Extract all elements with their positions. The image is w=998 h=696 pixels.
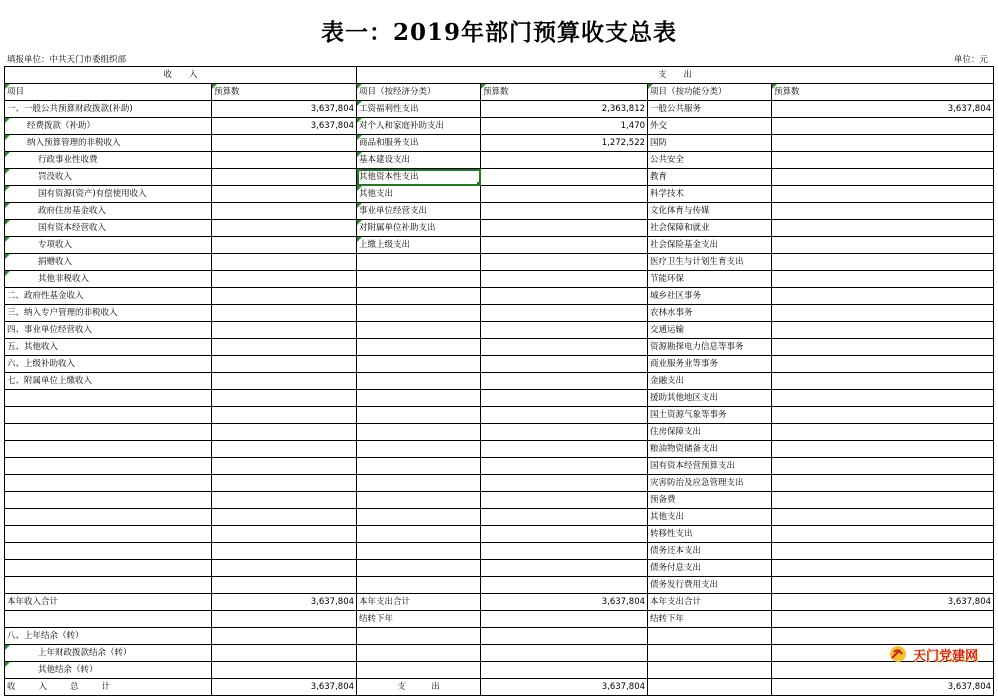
econ-item-cell[interactable] — [357, 373, 481, 390]
income-budget-cell[interactable] — [212, 203, 357, 220]
econ-budget-cell[interactable] — [481, 356, 648, 373]
income-budget-cell[interactable] — [212, 424, 357, 441]
table-row — [5, 169, 994, 186]
econ-item-cell[interactable] — [357, 271, 481, 288]
func-budget-cell[interactable] — [772, 288, 994, 305]
income-budget-cell[interactable] — [212, 441, 357, 458]
econ-item-cell[interactable] — [357, 509, 481, 526]
expense-header: 支 出 — [357, 67, 994, 84]
econ-budget-cell[interactable]: 3,637,804 — [481, 679, 648, 696]
func-budget-cell[interactable] — [772, 135, 994, 152]
econ-budget-cell[interactable] — [481, 322, 648, 339]
income-budget-cell[interactable] — [212, 220, 357, 237]
income-item-cell[interactable] — [5, 526, 212, 543]
econ-item-cell[interactable] — [357, 305, 481, 322]
income-budget-cell[interactable] — [212, 254, 357, 271]
func-item-cell[interactable]: 债务付息支出 — [648, 560, 772, 577]
func-budget-cell[interactable] — [772, 186, 994, 203]
table-row — [5, 679, 994, 696]
func-item-cell[interactable]: 国土资源气象等事务 — [648, 407, 772, 424]
income-budget-cell[interactable] — [212, 169, 357, 186]
econ-budget-cell[interactable] — [481, 577, 648, 594]
func-budget-cell[interactable] — [772, 169, 994, 186]
income-budget-cell[interactable]: 3,637,804 — [212, 118, 357, 135]
econ-budget-cell[interactable]: 1,272,522 — [481, 135, 648, 152]
econ-item-cell[interactable]: 基本建设支出 — [357, 152, 481, 169]
page-title: 表一：2019年部门预算收支总表 — [320, 19, 677, 46]
econ-item-cell[interactable] — [357, 543, 481, 560]
func-item-cell[interactable] — [648, 679, 772, 696]
income-item-cell[interactable]: 一、一般公共预算财政拨款(补助) — [5, 101, 212, 118]
income-budget-cell[interactable] — [212, 458, 357, 475]
econ-item-cell[interactable] — [357, 407, 481, 424]
income-item-cell[interactable]: 国有资本经营收入 — [5, 220, 212, 237]
table-row — [5, 509, 994, 526]
func-budget-cell[interactable] — [772, 356, 994, 373]
income-item-cell[interactable] — [5, 560, 212, 577]
econ-budget-cell[interactable] — [481, 169, 648, 186]
func-budget-cell[interactable] — [772, 237, 994, 254]
econ-budget-cell[interactable]: 3,637,804 — [481, 594, 648, 611]
func-budget-cell[interactable] — [772, 662, 994, 679]
income-budget-cell[interactable]: 3,637,804 — [212, 594, 357, 611]
econ-item-cell[interactable] — [357, 560, 481, 577]
econ-item-cell[interactable] — [357, 424, 481, 441]
income-budget-cell[interactable] — [212, 509, 357, 526]
func-item-cell[interactable]: 住房保障支出 — [648, 424, 772, 441]
income-budget-cell[interactable] — [212, 288, 357, 305]
table-row — [5, 560, 994, 577]
econ-item-cell[interactable]: 对附属单位补助支出 — [357, 220, 481, 237]
func-item-cell[interactable]: 外交 — [648, 118, 772, 135]
func-budget-cell[interactable] — [772, 220, 994, 237]
income-budget-cell[interactable] — [212, 322, 357, 339]
econ-item-cell[interactable] — [357, 475, 481, 492]
func-item-cell[interactable]: 金融支出 — [648, 373, 772, 390]
econ-item-cell[interactable] — [357, 288, 481, 305]
table-row — [5, 254, 994, 271]
func-item-cell[interactable]: 社会保障和就业 — [648, 220, 772, 237]
income-item-cell[interactable] — [5, 543, 212, 560]
econ-budget-cell[interactable] — [481, 339, 648, 356]
income-item-cell[interactable]: 收 入 总 计 — [5, 679, 212, 696]
income-item-cell[interactable]: 捐赠收入 — [5, 254, 212, 271]
income-budget-cell[interactable] — [212, 407, 357, 424]
func-budget-cell[interactable] — [772, 543, 994, 560]
table-row — [5, 237, 994, 254]
table-row — [5, 135, 994, 152]
func-item-cell[interactable]: 交通运输 — [648, 322, 772, 339]
func-budget-cell[interactable]: 3,637,804 — [772, 101, 994, 118]
econ-budget-cell[interactable] — [481, 475, 648, 492]
func-item-cell[interactable]: 国防 — [648, 135, 772, 152]
col-header-item[interactable]: 项目 — [5, 84, 212, 101]
income-budget-cell[interactable]: 3,637,804 — [212, 101, 357, 118]
income-item-cell[interactable]: 三、纳入专户管理的非税收入 — [5, 305, 212, 322]
income-budget-cell[interactable]: 3,637,804 — [212, 679, 357, 696]
income-item-cell[interactable] — [5, 509, 212, 526]
table-row — [5, 662, 994, 679]
func-budget-cell[interactable] — [772, 118, 994, 135]
table-row — [5, 611, 994, 628]
col-header-item-func[interactable]: 项目（按功能分类） — [648, 84, 772, 101]
party-emblem-icon — [886, 644, 910, 664]
income-item-cell[interactable]: 本年收入合计 — [5, 594, 212, 611]
watermark-text: 天门党建网 — [912, 648, 978, 664]
func-item-cell[interactable]: 资源勘探电力信息等事务 — [648, 339, 772, 356]
econ-item-cell[interactable] — [357, 645, 481, 662]
income-item-cell[interactable]: 八、上年结余（转） — [5, 628, 212, 645]
func-budget-cell[interactable]: 3,637,804 — [772, 679, 994, 696]
func-budget-cell[interactable]: 3,637,804 — [772, 594, 994, 611]
econ-budget-cell[interactable] — [481, 492, 648, 509]
table-row — [5, 373, 994, 390]
func-item-cell[interactable]: 转移性支出 — [648, 526, 772, 543]
func-budget-cell[interactable] — [772, 339, 994, 356]
income-budget-cell[interactable] — [212, 152, 357, 169]
income-item-cell[interactable]: 罚没收入 — [5, 169, 212, 186]
unit-label: 单位：元 — [953, 55, 988, 65]
income-budget-cell[interactable] — [212, 339, 357, 356]
filler-unit-label: 填报单位：中共天门市委组织部 — [7, 55, 127, 65]
income-item-cell[interactable]: 其他非税收入 — [5, 271, 212, 288]
table-row — [5, 118, 994, 135]
income-item-cell[interactable] — [5, 424, 212, 441]
table-row — [5, 322, 994, 339]
income-budget-cell[interactable] — [212, 543, 357, 560]
econ-item-cell[interactable] — [357, 458, 481, 475]
income-item-cell[interactable] — [5, 475, 212, 492]
func-item-cell[interactable]: 结转下年 — [648, 611, 772, 628]
income-item-cell[interactable] — [5, 577, 212, 594]
func-item-cell[interactable] — [648, 645, 772, 662]
func-item-cell[interactable]: 社会保险基金支出 — [648, 237, 772, 254]
income-item-cell[interactable]: 其他结余（转） — [5, 662, 212, 679]
econ-budget-cell[interactable] — [481, 560, 648, 577]
table-row — [5, 526, 994, 543]
econ-item-cell[interactable]: 支 出 — [357, 679, 481, 696]
func-item-cell[interactable]: 科学技术 — [648, 186, 772, 203]
func-budget-cell[interactable] — [772, 526, 994, 543]
col-header-budget-func[interactable]: 预算数 — [772, 84, 994, 101]
table-row — [5, 220, 994, 237]
func-budget-cell[interactable] — [772, 305, 994, 322]
func-item-cell[interactable]: 粮油物资储备支出 — [648, 441, 772, 458]
econ-item-cell[interactable]: 上缴上级支出 — [357, 237, 481, 254]
income-budget-cell[interactable] — [212, 645, 357, 662]
income-budget-cell[interactable] — [212, 237, 357, 254]
econ-budget-cell[interactable] — [481, 152, 648, 169]
income-item-cell[interactable] — [5, 407, 212, 424]
income-budget-cell[interactable] — [212, 186, 357, 203]
func-item-cell[interactable]: 预备费 — [648, 492, 772, 509]
econ-budget-cell[interactable] — [481, 373, 648, 390]
econ-budget-cell[interactable] — [481, 186, 648, 203]
func-budget-cell[interactable] — [772, 458, 994, 475]
func-item-cell[interactable]: 债务发行费用支出 — [648, 577, 772, 594]
econ-budget-cell[interactable] — [481, 628, 648, 645]
econ-budget-cell[interactable] — [481, 237, 648, 254]
econ-item-cell[interactable] — [357, 356, 481, 373]
income-budget-cell[interactable] — [212, 662, 357, 679]
func-budget-cell[interactable] — [772, 560, 994, 577]
econ-item-cell[interactable]: 其他支出 — [357, 186, 481, 203]
income-budget-cell[interactable] — [212, 526, 357, 543]
func-item-cell[interactable]: 医疗卫生与计划生育支出 — [648, 254, 772, 271]
func-item-cell[interactable]: 债务还本支出 — [648, 543, 772, 560]
budget-table — [4, 66, 994, 696]
income-item-cell[interactable]: 上年财政拨款结余（转） — [5, 645, 212, 662]
site-watermark — [886, 644, 978, 664]
income-item-cell[interactable]: 政府住房基金收入 — [5, 203, 212, 220]
econ-budget-cell[interactable] — [481, 390, 648, 407]
income-budget-cell[interactable] — [212, 271, 357, 288]
income-item-cell[interactable] — [5, 458, 212, 475]
income-item-cell[interactable] — [5, 390, 212, 407]
func-item-cell[interactable] — [648, 628, 772, 645]
econ-item-cell[interactable] — [357, 577, 481, 594]
func-budget-cell[interactable] — [772, 611, 994, 628]
func-item-cell[interactable]: 城乡社区事务 — [648, 288, 772, 305]
income-item-cell[interactable]: 四、事业单位经营收入 — [5, 322, 212, 339]
econ-item-cell[interactable] — [357, 526, 481, 543]
func-item-cell[interactable]: 农林水事务 — [648, 305, 772, 322]
func-item-cell[interactable]: 灾害防治及应急管理支出 — [648, 475, 772, 492]
table-row — [5, 339, 994, 356]
econ-budget-cell[interactable] — [481, 458, 648, 475]
func-item-cell[interactable]: 一般公共服务 — [648, 101, 772, 118]
table-row — [5, 577, 994, 594]
income-budget-cell[interactable] — [212, 305, 357, 322]
econ-budget-cell[interactable] — [481, 645, 648, 662]
table-row — [5, 492, 994, 509]
income-item-cell[interactable]: 二、政府性基金收入 — [5, 288, 212, 305]
func-item-cell[interactable]: 国有资本经营预算支出 — [648, 458, 772, 475]
econ-budget-cell[interactable] — [481, 441, 648, 458]
income-budget-cell[interactable] — [212, 492, 357, 509]
econ-budget-cell[interactable] — [481, 611, 648, 628]
func-item-cell[interactable]: 公共安全 — [648, 152, 772, 169]
table-row — [5, 424, 994, 441]
econ-item-cell[interactable]: 工资福利性支出 — [357, 101, 481, 118]
func-budget-cell[interactable] — [772, 628, 994, 645]
econ-item-cell[interactable]: 商品和服务支出 — [357, 135, 481, 152]
econ-budget-cell[interactable] — [481, 305, 648, 322]
income-budget-cell[interactable] — [212, 611, 357, 628]
table-row — [5, 203, 994, 220]
table-row — [5, 271, 994, 288]
econ-item-cell[interactable] — [357, 339, 481, 356]
col-header-budget-econ[interactable]: 预算数 — [481, 84, 648, 101]
income-budget-cell[interactable] — [212, 390, 357, 407]
econ-item-cell[interactable] — [357, 390, 481, 407]
income-item-cell[interactable] — [5, 611, 212, 628]
func-budget-cell[interactable] — [772, 492, 994, 509]
income-item-cell[interactable] — [5, 492, 212, 509]
income-item-cell[interactable]: 纳入预算管理的非税收入 — [5, 135, 212, 152]
income-item-cell[interactable]: 国有资源(资产)有偿使用收入 — [5, 186, 212, 203]
col-header-item-econ[interactable]: 项目（按经济分类） — [357, 84, 481, 101]
func-budget-cell[interactable] — [772, 254, 994, 271]
income-header: 收 入 — [5, 67, 357, 84]
income-budget-cell[interactable] — [212, 475, 357, 492]
econ-budget-cell[interactable] — [481, 662, 648, 679]
func-item-cell[interactable]: 本年支出合计 — [648, 594, 772, 611]
func-budget-cell[interactable] — [772, 152, 994, 169]
func-budget-cell[interactable] — [772, 424, 994, 441]
table-row — [5, 543, 994, 560]
income-budget-cell[interactable] — [212, 135, 357, 152]
func-item-cell[interactable] — [648, 662, 772, 679]
table-row — [5, 645, 994, 662]
table-row — [5, 441, 994, 458]
income-budget-cell[interactable] — [212, 356, 357, 373]
econ-budget-cell[interactable] — [481, 543, 648, 560]
econ-budget-cell[interactable]: 2,363,812 — [481, 101, 648, 118]
income-budget-cell[interactable] — [212, 560, 357, 577]
func-budget-cell[interactable] — [772, 509, 994, 526]
income-item-cell[interactable] — [5, 441, 212, 458]
econ-budget-cell[interactable] — [481, 203, 648, 220]
func-item-cell[interactable]: 节能环保 — [648, 271, 772, 288]
func-item-cell[interactable]: 商业服务业等事务 — [648, 356, 772, 373]
table-row — [5, 458, 994, 475]
income-item-cell[interactable]: 五、其他收入 — [5, 339, 212, 356]
table-row — [5, 594, 994, 611]
econ-item-cell[interactable] — [357, 662, 481, 679]
econ-budget-cell[interactable] — [481, 288, 648, 305]
func-item-cell[interactable]: 文化体育与传媒 — [648, 203, 772, 220]
col-header-budget[interactable]: 预算数 — [212, 84, 357, 101]
econ-budget-cell[interactable] — [481, 509, 648, 526]
econ-budget-cell[interactable] — [481, 220, 648, 237]
table-row — [5, 407, 994, 424]
func-budget-cell[interactable] — [772, 390, 994, 407]
income-item-cell[interactable]: 六、上级补助收入 — [5, 356, 212, 373]
income-budget-cell[interactable] — [212, 577, 357, 594]
econ-item-cell[interactable]: 对个人和家庭补助支出 — [357, 118, 481, 135]
func-budget-cell[interactable] — [772, 577, 994, 594]
table-row — [5, 628, 994, 645]
func-item-cell[interactable]: 援助其他地区支出 — [648, 390, 772, 407]
func-item-cell[interactable]: 教育 — [648, 169, 772, 186]
table-row — [5, 186, 994, 203]
func-budget-cell[interactable] — [772, 271, 994, 288]
table-row — [5, 390, 994, 407]
income-budget-cell[interactable] — [212, 373, 357, 390]
table-row — [5, 356, 994, 373]
func-budget-cell[interactable] — [772, 441, 994, 458]
econ-budget-cell[interactable] — [481, 271, 648, 288]
econ-budget-cell[interactable] — [481, 254, 648, 271]
func-item-cell[interactable]: 其他支出 — [648, 509, 772, 526]
econ-item-cell[interactable]: 其他资本性支出 — [357, 169, 481, 186]
table-row — [5, 101, 994, 118]
income-item-cell[interactable]: 七、附属单位上缴收入 — [5, 373, 212, 390]
econ-item-cell[interactable] — [357, 441, 481, 458]
func-budget-cell[interactable] — [772, 373, 994, 390]
table-row — [5, 475, 994, 492]
econ-item-cell[interactable] — [357, 628, 481, 645]
func-budget-cell[interactable] — [772, 322, 994, 339]
table-row — [5, 305, 994, 322]
econ-item-cell[interactable]: 结转下年 — [357, 611, 481, 628]
econ-budget-cell[interactable]: 1,470 — [481, 118, 648, 135]
table-row — [5, 288, 994, 305]
func-budget-cell[interactable] — [772, 407, 994, 424]
income-item-cell[interactable]: 行政事业性收费 — [5, 152, 212, 169]
econ-item-cell[interactable] — [357, 322, 481, 339]
income-budget-cell[interactable] — [212, 628, 357, 645]
econ-budget-cell[interactable] — [481, 526, 648, 543]
econ-item-cell[interactable] — [357, 492, 481, 509]
income-item-cell[interactable]: 专项收入 — [5, 237, 212, 254]
econ-item-cell[interactable]: 本年支出合计 — [357, 594, 481, 611]
econ-item-cell[interactable] — [357, 254, 481, 271]
econ-budget-cell[interactable] — [481, 424, 648, 441]
econ-item-cell[interactable]: 事业单位经营支出 — [357, 203, 481, 220]
func-budget-cell[interactable] — [772, 203, 994, 220]
econ-budget-cell[interactable] — [481, 407, 648, 424]
table-row — [5, 152, 994, 169]
income-item-cell[interactable]: 经费拨款（补助） — [5, 118, 212, 135]
func-budget-cell[interactable] — [772, 475, 994, 492]
